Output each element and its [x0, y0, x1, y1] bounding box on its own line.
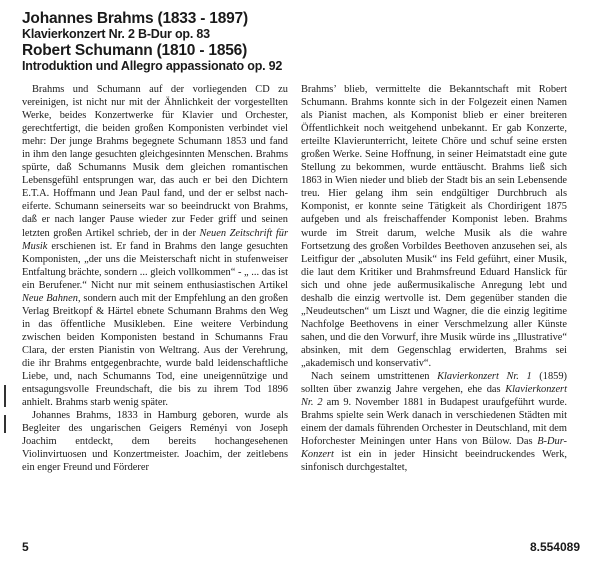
text-run: ist ein in jeder Hinsicht beeindruckendes Werk, sinfonisch durchgestaltet, [301, 449, 567, 474]
italic-title: Neuen Zeitschrift für Musik [22, 227, 288, 252]
paragraph: Brahms’ blieb, vermittelte die Bekanntschaft mit Robert Schumann. Brahms konnte sich in der Folgezeit einen Namen als Pianist machen, als Komponist blieb er einer breiteren Öffentlichkeit noch weitgehend unbekannt. Er gab Konzerte, erteilte Klavierunterricht, leitete Chöre und schuf seine ersten großen Werke. Seine Hoffnung, in seiner Heimatstadt eine gute Stellung zu bekommen, wurde enttäuscht. Brahms ließ sich 1863 in Wien nieder und blieb der Stadt bis an sein Lebensende treu. Hier gelang ihm sein endgültiger Durchbruch als Komponist, er konnte seine Tätigkeit als Chordirigent 1875 aufgeben und als freischaffender Komponist leben. Brahms wurde im Streit darum, welche Musik als die wahre Fortsetzung des großen Vorbildes Beethoven anzusehen sei, als Leitfigur der „absoluten Musik“ ins Feld geführt, einer Musik, die laut dem Kritiker und Brahmsfreund Eduard Hanslick für sich und ohne jede außermusikalische Anregung lebt und deshalb die einzig wertvolle ist. Dem gegenüber standen die „Neudeutschen“ um Liszt und Wagner, die die einzig legitime Nachfolge Beethovens in einer Verschmelzung aller Künste sahen, und die den Vorwurf, ihre Musik würde ins „Illustrative“ absinken, mit dem Gegenschlag erwiderten, Brahms sei „akademisch und konservativ“. [301, 84, 567, 369]
binding-mark [4, 385, 6, 407]
work-title-schumann: Introduktion und Allegro appassionato op. 92 [22, 59, 283, 73]
text-run: Nach seinem umstrittenen [311, 371, 438, 383]
left-text-column [22, 83, 288, 474]
page-number: 5 [22, 540, 29, 554]
italic-title: Klavierkonzert Nr. 1 [437, 371, 532, 383]
italic-title: B-Dur-Konzert [301, 436, 567, 461]
right-text-column [301, 83, 567, 474]
booklet-header [22, 10, 582, 74]
binding-mark [4, 415, 6, 433]
text-run: Brahms und Schumann auf der vorliegenden CD zu vereinigen, ist nicht nur mit der Ähnlichkeit der vorgestellten Werke, beides Konzertwerke für Klavier und Orchester, gerechtfertigt, die beiden großen Komponisten verbindet viel mehr: Der junge Brahms begegnete Schumann 1853 und fand in ihm den lange gesuchten gleichgesinnten Menschen. Brahms spürte, daß Schumanns Musik dem gleichen romantischen Lebensgefühl entsprungen war, das auch er bei den Dichtern E.T.A. Hoffmann und Jean Paul fand, und der er selbst nach-eiferte. Schumann seinerseits war so beeindruckt von Brahms, daß er nach langer Pause wieder zur Feder griff und seinen letzten großen Artikel schrieb, der in der [22, 84, 288, 239]
text-run: , sondern auch mit der Empfehlung an den großen Verlag Breitkopf & Härtel ebnete Schumann Brahms den Weg in das öffentliche Musikleben. Eine weitere Verbindung zwischen beiden Komponisten bestand in Schumanns Frau Clara, der ersten Pianistin von Weltrang. Aus der Verehrung, die ihr Brahms entgegenbrachte, wurde bald leidenschaftliche Liebe, und, nach Schumanns Tod, eine uneigennützige und entsagungsvolle Freundschaft, die bis zu ihrem Tod 1896 anhielt. Brahms starb wenig später. [22, 292, 289, 409]
paragraph: Johannes Brahms, 1833 in Hamburg geboren, wurde als Begleiter des ungarischen Geigers Reményi von Joseph Joachim entdeckt, dem bereits hochangesehenen Violinvirtuosen und Konzertmeister. Joachim, der zeitlebens ein enger Freund und Förderer [22, 410, 288, 474]
text-run: erschienen ist. Er fand in Brahms den lange gesuchten Komponisten, „der uns die Meisterschaft nicht in stufenweiser Entfaltung brächte, sondern ... gleich vollkommen“ - „ ... das ist ein Berufener.“ Nicht nur mit seinem enthusiastischen Artikel [22, 240, 288, 291]
composer-title-schumann: Robert Schumann (1810 - 1856) [22, 42, 248, 59]
composer-title-brahms: Johannes Brahms (1833 - 1897) [22, 10, 248, 27]
catalog-number: 8.554089 [529, 540, 580, 554]
italic-title: Neue Bahnen [22, 292, 78, 304]
text-run: (1859) sollten über zwanzig Jahre vergehen, ehe das [301, 371, 567, 396]
text-run: am 9. November 1881 in Budapest uraufgeführt wurde. Brahms spielte sein Werk danach in verschiedenen Städten mit einem der damals führenden Orchester in Deutschland, mit dem Hoforchester Meiningen unter Hans von Bülow. Das [301, 397, 567, 448]
paragraph [22, 83, 288, 409]
paragraph [301, 370, 567, 474]
work-title-brahms: Klavierkonzert Nr. 2 B-Dur op. 83 [22, 27, 210, 41]
italic-title: Klavierkonzert Nr. 2 [301, 384, 567, 409]
